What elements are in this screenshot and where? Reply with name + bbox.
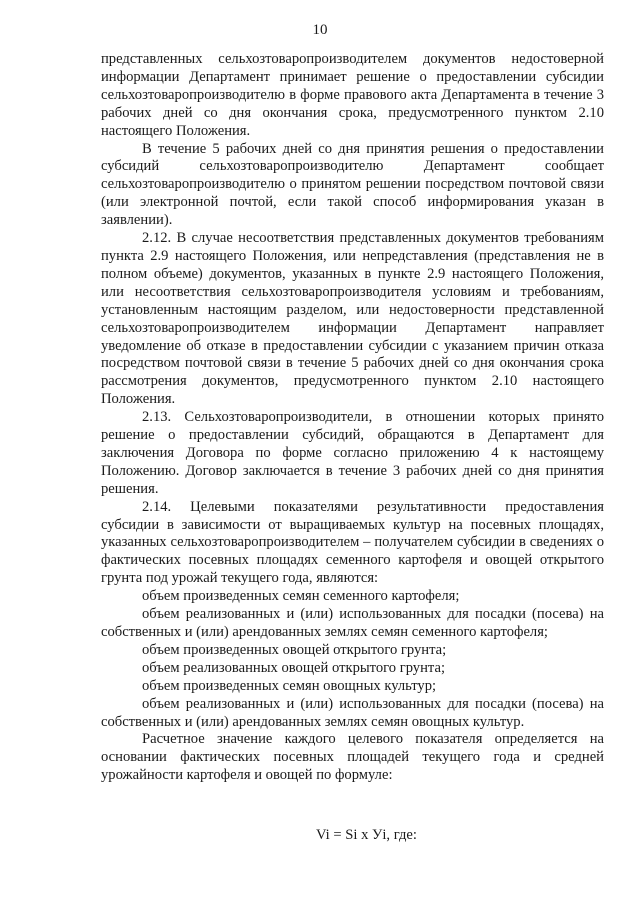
paragraph-calculation: Расчетное значение каждого целевого показателя определяется на основании фактических посевных площадей текущего года и средней урожайности картофеля и овощей по формуле: (101, 731, 604, 784)
paragraph-2-14: 2.14. Целевыми показателями результативности предоставления субсидии в зависимости от выращиваемых культур на посевных площадях, указанных сельхозтоваропроизводителем – получателем субсидии в сведениях о фактических посевных площадях семенного картофеля и овощей открытого грунта под урожай текущего года, являются: (101, 498, 604, 587)
paragraph-continuation: представленных сельхозтоваропроизводителем документов недостоверной информации Департамент принимает решение о предоставлении субсидии сельхозтоваропроизводителю в форме правового акта Департамента в течение 3 рабочих дней со дня окончания срока, предусмотренного пунктом 2.10 настоящего Положения. (101, 51, 604, 139)
indicator-list-item: объем реализованных овощей открытого грунта; (142, 659, 446, 676)
page-number: 10 (312, 22, 328, 38)
paragraph-2-12: 2.12. В случае несоответствия представленных документов требованиям пункта 2.9 настоящего Положения, или непредставления (представления не в полном объеме) документов, указанных в пункте 2.9 настоящего Положения, или несоответствия сельхозтоваропроизводителя условиям и требованиям, установленным настоящим разделом, или недостоверности представленной сельхозтоваропроизводителем информации Департамент направляет уведомление об отказе в предоставлении субсидии с указанием причин отказа посредством почтовой связи в течение 5 рабочих дней со дня окончания срока рассмотрения документов, предусмотренного пунктом 2.10 настоящего Положения. (101, 230, 604, 408)
indicator-list-item: объем реализованных и (или) использованных для посадки (посева) на собственных и (или) арендованных землях семян овощных культур. (101, 695, 604, 730)
indicator-list-item: объем произведенных семян семенного картофеля; (142, 588, 460, 605)
document-body (101, 51, 604, 845)
formula: Vi = Si x Уi, где: (316, 827, 417, 844)
paragraph-notification: В течение 5 рабочих дней со дня принятия решения о предоставлении субсидий сельхозтоваропроизводителю Департамент сообщает сельхозтоваропроизводителю о принятом решении посредством почтовой связи (или электронной почтой, если такой способ информирования указан в заявлении). (101, 140, 604, 229)
paragraph-2-13: 2.13. Сельхозтоваропроизводители, в отношении которых принято решение о предоставлении субсидий, обращаются в Департамент для заключения Договора по форме согласно приложению 4 к настоящему Положению. Договор заключается в течение 3 рабочих дней со дня принятия решения. (101, 409, 604, 497)
indicator-list-item: объем произведенных семян овощных культур; (142, 677, 437, 694)
indicator-list-item: объем реализованных и (или) использованных для посадки (посева) на собственных и (или) арендованных землях семян семенного картофеля; (101, 606, 604, 640)
indicator-list-item: объем произведенных овощей открытого грунта; (142, 641, 447, 658)
